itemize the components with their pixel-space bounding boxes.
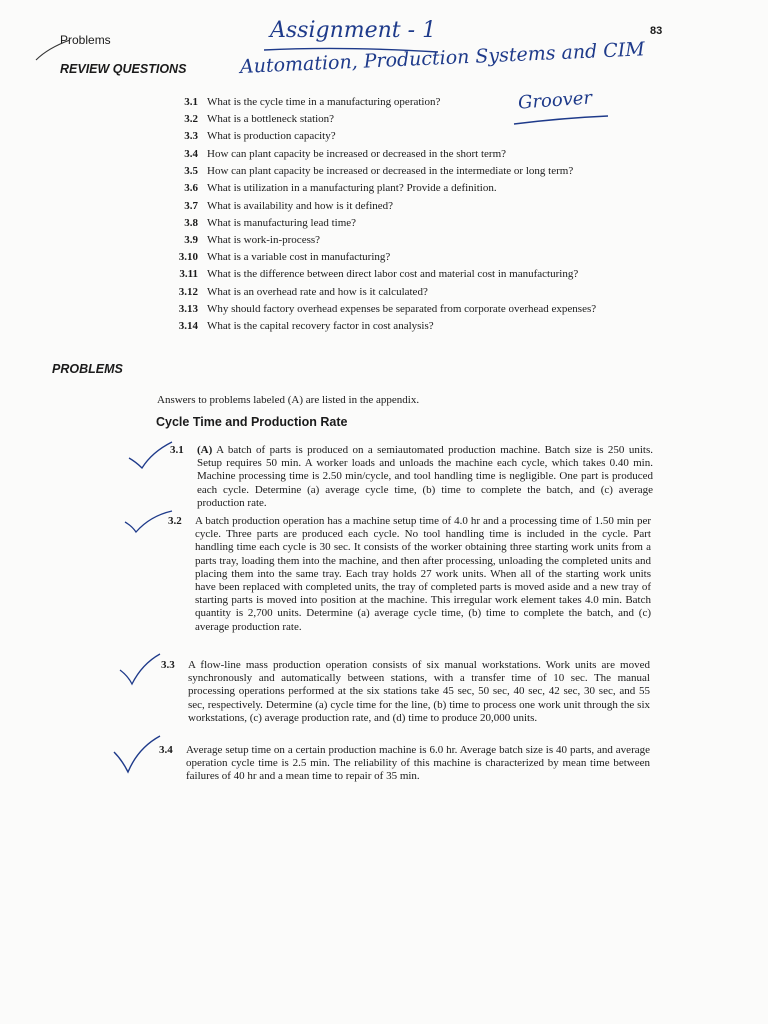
- question-number: 3.13: [178, 303, 198, 315]
- review-question: [160, 182, 660, 194]
- question-text: What is utilization in a manufacturing plant? Provide a definition.: [207, 182, 497, 194]
- question-number: 3.12: [178, 286, 198, 298]
- problem-number: 3.2: [168, 515, 182, 527]
- problem-text: Average setup time on a certain production machine is 6.0 hr. Average batch size is 40 parts, and average operation cycle time is 2.5 min. The reliability of this machine is characterized by mean time between failures of 40 hr and a mean time to repair of 35 min.: [186, 744, 650, 783]
- problem-text: A batch of parts is produced on a semiautomated production machine. Batch size is 250 units. Setup requires 50 min. A worker loads and unloads the machine each cycle, which takes 0.40 min. Machine processing time is 2.50 min/cycle, and tool handling time is negligible. One part is produced each cycle. Determine (a) average cycle time, (b) time to complete the batch, and (c) average production rate.: [197, 444, 653, 509]
- review-question: [160, 268, 660, 280]
- review-question: [160, 251, 660, 263]
- question-number: 3.14: [178, 320, 198, 332]
- question-number: 3.1: [184, 96, 198, 108]
- handwritten-author: Groover: [517, 87, 593, 114]
- problem-number: 3.1: [170, 444, 184, 456]
- question-number: 3.9: [184, 234, 198, 246]
- handwritten-title: Assignment - 1: [270, 18, 437, 43]
- review-question: [160, 96, 660, 108]
- question-number: 3.4: [184, 148, 198, 160]
- page-number: 83: [650, 25, 663, 37]
- review-question: [160, 165, 660, 177]
- problems-heading: PROBLEMS: [52, 362, 123, 376]
- question-text: What is the capital recovery factor in cost analysis?: [207, 320, 434, 332]
- problem-number: 3.3: [161, 659, 175, 671]
- problem-item: [159, 744, 650, 784]
- question-number: 3.7: [184, 200, 198, 212]
- question-text: What is an overhead rate and how is it calculated?: [207, 286, 428, 298]
- review-question: [160, 217, 660, 229]
- question-text: What is a bottleneck station?: [207, 113, 335, 125]
- review-question: [160, 113, 660, 125]
- checkmark-icon: [118, 652, 162, 686]
- review-question: [160, 303, 660, 315]
- problem-label: (A): [197, 444, 213, 456]
- problem-item: [168, 515, 651, 634]
- question-number: 3.5: [184, 165, 198, 177]
- checkmark-icon: [126, 440, 174, 470]
- question-text: What is manufacturing lead time?: [207, 217, 357, 229]
- question-number: 3.10: [178, 251, 198, 263]
- question-text: What is the difference between direct labor cost and material cost in manufacturing?: [207, 268, 579, 280]
- question-text: What is production capacity?: [207, 130, 336, 142]
- question-number: 3.3: [184, 130, 198, 142]
- problem-text: A flow-line mass production operation consists of six manual workstations. Work units are moved synchronously and automatically between stations, with a transfer time of 10 sec. The manual processing operations performed at the six stations take 45 sec, 50 sec, 40 sec, 42 sec, 30 sec, and 55 sec, respectively. Determine (a) cycle time for the line, (b) time to process one work unit through the six workstations, (c) average production rate, and (d) time to produce 20,000 units.: [188, 659, 650, 724]
- review-question: [160, 234, 660, 246]
- review-question: [160, 148, 660, 160]
- problem-number: 3.4: [159, 744, 173, 756]
- question-text: How can plant capacity be increased or decreased in the intermediate or long term?: [207, 165, 574, 177]
- handwritten-subtitle: Automation, Production Systems and CIM: [239, 38, 646, 78]
- pen-stroke-mark: [34, 36, 74, 62]
- problem-text: A batch production operation has a machine setup time of 4.0 hr and a processing time of 1.50 min per cycle. Three parts are produced each cycle. No tool handling time is included in the cycle. Part handling time each cycle is 30 sec. It consists of the worker obtaining three starting work units from a parts tray, loading them into the machine, and then after processing, unloading the completed units and placing them into the same tray. Each tray holds 27 work units. When all of the starting work units have been replaced with completed units, the tray of completed parts is moved aside and a new tray of starting parts is moved into position at the machine. This irregular work element takes 4.0 min. Batch quantity is 2,700 units. Determine (a) average cycle time, (b) time to complete the batch, and (c) average production rate.: [195, 515, 651, 633]
- question-text: What is availability and how is it defined?: [207, 200, 394, 212]
- question-text: Why should factory overhead expenses be separated from corporate overhead expenses?: [207, 303, 597, 315]
- question-text: How can plant capacity be increased or decreased in the short term?: [207, 148, 507, 160]
- running-head: Problems: [60, 33, 111, 47]
- checkmark-icon: [112, 734, 162, 774]
- answers-note: Answers to problems labeled (A) are listed in the appendix.: [157, 394, 420, 406]
- review-question: [160, 286, 660, 298]
- question-number: 3.6: [184, 182, 198, 194]
- problem-item: [161, 659, 650, 725]
- review-question: [160, 130, 660, 142]
- review-question: [160, 320, 660, 332]
- question-text: What is a variable cost in manufacturing?: [207, 251, 391, 263]
- problem-item: [170, 444, 653, 510]
- checkmark-icon: [122, 508, 174, 534]
- question-text: What is work-in-process?: [207, 234, 321, 246]
- question-number: 3.11: [179, 268, 198, 280]
- question-number: 3.8: [184, 217, 198, 229]
- section-heading: Cycle Time and Production Rate: [156, 415, 348, 429]
- question-number: 3.2: [184, 113, 198, 125]
- review-question: [160, 200, 660, 212]
- question-text: What is the cycle time in a manufacturing operation?: [207, 96, 441, 108]
- review-questions-heading: REVIEW QUESTIONS: [60, 62, 187, 76]
